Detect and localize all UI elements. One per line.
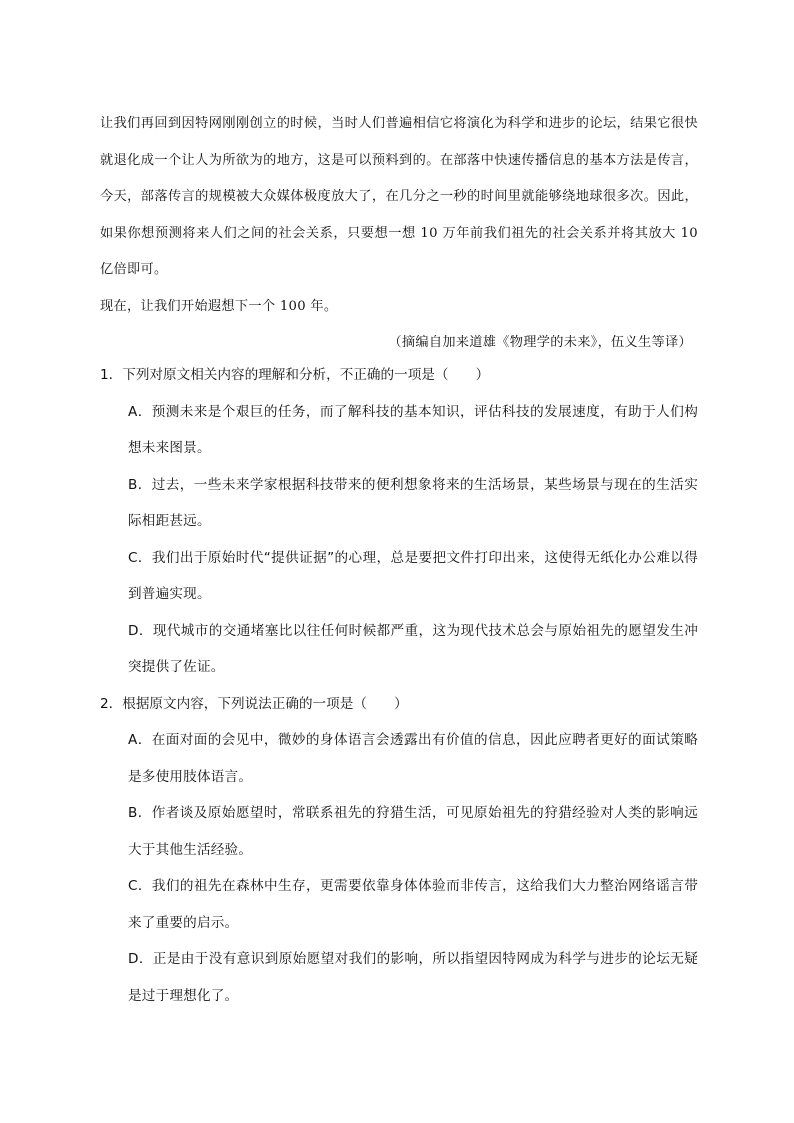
option-b: B．作者谈及原始愿望时，常联系祖先的狩猎生活，可见原始祖先的狩猎经验对人类的影响远大于其他生活经验。	[128, 805, 698, 858]
reading-passage	[100, 106, 698, 362]
option-b: B．过去，一些未来学家根据科技带来的便利想象将来的生活场景，某些场景与现在的生活实际相距甚远。	[128, 476, 698, 529]
question-stem: 2．根据原文内容，下列说法正确的一项是（ ）	[100, 695, 408, 712]
question-list	[100, 357, 698, 1014]
passage-paragraph: 现在，让我们开始遐想下一个 100 年。	[100, 298, 338, 314]
passage-paragraph: 让我们再回到因特网刚刚创立的时候，当时人们普遍相信它将演化为科学和进步的论坛，结果它很快就退化成一个让人为所欲为的地方，这是可以预料到的。在部落中快速传播信息的基本方法是传言，今天，部落传言的规模被大众媒体极度放大了，在几分之一秒的时间里就能够绕地球很多次。因此，如果你想预测将来人们之间的社会关系，只要想一想 10 万年前我们祖先的社会关系并将其放大 10 亿倍即可。	[100, 116, 698, 277]
option-c: C．我们出于原始时代“提供证据”的心理，总是要把文件打印出来，这使得无纸化办公难以得到普遍实现。	[128, 549, 698, 602]
option-d: D．正是由于没有意识到原始愿望对我们的影响，所以指望因特网成为科学与进步的论坛无疑是过于理想化了。	[128, 951, 698, 1004]
option-d: D．现代城市的交通堵塞比以往任何时候都严重，这为现代技术总会与原始祖先的愿望发生冲突提供了佐证。	[128, 622, 698, 675]
question-1	[100, 357, 698, 686]
option-c: C．我们的祖先在森林中生存，更需要依靠身体体验而非传言，这给我们大力整治网络谣言带来了重要的启示。	[128, 878, 698, 931]
option-a: A．预测未来是个艰巨的任务，而了解科技的基本知识，评估科技的发展速度，有助于人们构想未来图景。	[128, 403, 698, 456]
question-2	[100, 686, 698, 1015]
passage-source: （摘编自加来道雄《物理学的未来》，伍义生等译）	[388, 335, 692, 350]
option-a: A．在面对面的会见中，微妙的身体语言会透露出有价值的信息，因此应聘者更好的面试策略是多使用肢体语言。	[128, 732, 698, 785]
question-stem: 1．下列对原文相关内容的理解和分析，不正确的一项是（ ）	[100, 367, 490, 383]
